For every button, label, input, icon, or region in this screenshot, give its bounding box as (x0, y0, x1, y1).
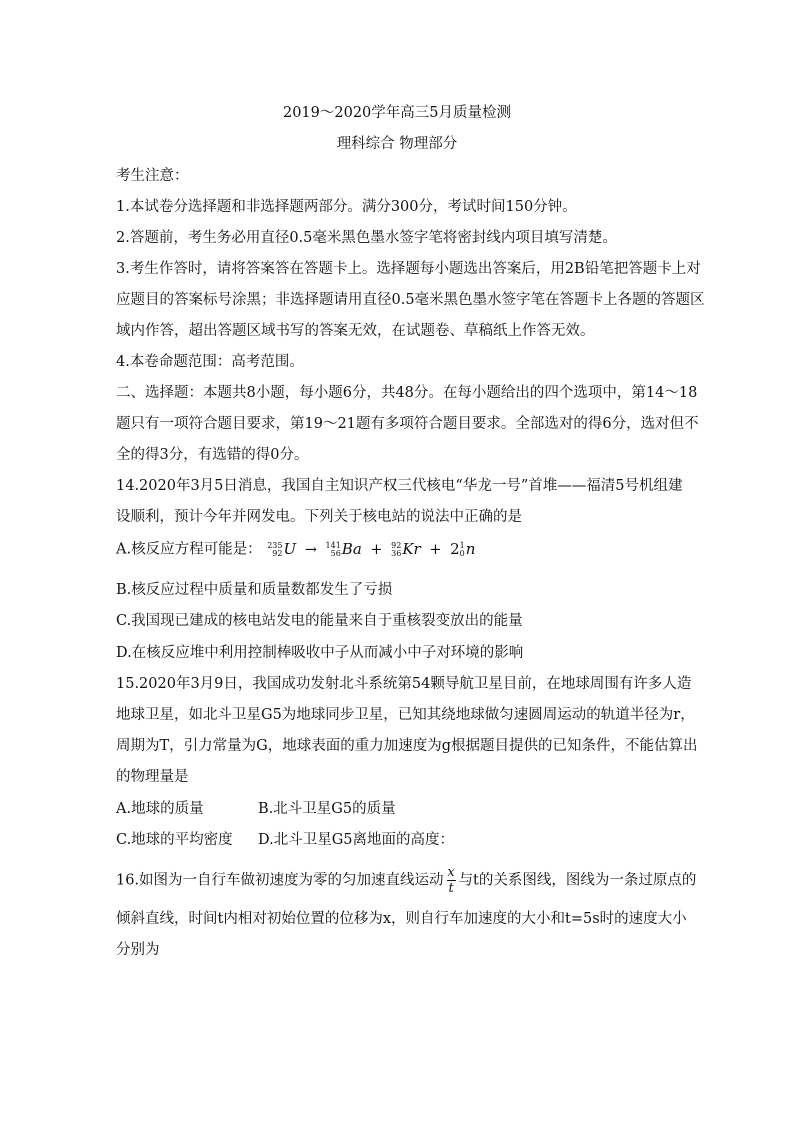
exam-subtitle: 理科综合 物理部分 (336, 136, 458, 152)
option-a-prefix: A.核反应方程可能是： (116, 541, 262, 558)
notice-item-3-line-3: 域内作答，超出答题区域书写的答案无效，在试题卷、草稿纸上作答无效。 (116, 323, 595, 339)
notice-item-1: 1.本试卷分选择题和非选择题两部分。满分300分，考试时间150分钟。 (116, 199, 577, 215)
question-14-option-a (116, 539, 476, 560)
notice-heading: 考生注意： (116, 168, 189, 184)
notice-item-3-line-1: 3.考生作答时，请将答案答在答题卡上。选择题每小题选出答案后，用2B铅笔把答题卡上对 (116, 261, 701, 277)
question-15-stem-line-4: 的物理量是 (116, 769, 189, 785)
question-14-option-b: B.核反应过程中质量和质量数都发生了亏损 (116, 582, 393, 598)
question-16-stem-line-3: 分别为 (116, 942, 160, 958)
question-14-stem-line-1: 14.2020年3月5日消息，我国自主知识产权三代核电“华龙一号”首堆——福清5号机组建 (116, 478, 683, 494)
x-over-t-fraction: $\frac{x}{t}$ (447, 865, 455, 896)
question-15-option-a: A.地球的质量 (116, 801, 204, 817)
section-instructions-line-1: 二、选择题：本题共8小题，每小题6分，共48分。在每小题给出的四个选项中，第14～18 (116, 385, 698, 401)
plus-sign-1: + (370, 542, 383, 558)
reaction-arrow: → (304, 542, 317, 558)
question-15-stem-line-3: 周期为T，引力常量为G，地球表面的重力加速度为g根据题目提供的已知条件，不能估算出 (116, 738, 698, 754)
question-15-stem-line-1: 15.2020年3月9日，我国成功发射北斗系统第54颗导航卫星目前，在地球周围有许多人造 (116, 676, 692, 692)
question-14-option-c: C.我国现已建成的核电站发电的能量来自于重核裂变放出的能量 (116, 613, 523, 629)
question-15-option-c: C.地球的平均密度 (116, 832, 233, 848)
exam-title: 2019～2020学年高三5月质量检测 (282, 105, 512, 121)
uranium-nuclide: 235 92 U (267, 540, 297, 558)
question-16-stem-line-1: 16.如图为一自行车做初速度为零的匀加速直线运动 $\frac{x}{t}$ 与t的关系图线，图线为一条过原点的 (116, 865, 697, 896)
question-15-stem-line-2: 地球卫星，如北斗卫星G5为地球同步卫星，已知其绕地球做匀速圆周运动的轨道半径为r， (116, 707, 695, 723)
plus-sign-2: + (429, 542, 442, 558)
question-16-stem-line-2: 倾斜直线，时间t内相对初始位置的位移为x，则自行车加速度的大小和t=5s时的速度大小 (116, 911, 687, 927)
section-instructions-line-2: 题只有一项符合题目要求，第19～21题有多项符合题目要求。全部选对的得6分，选对但不 (116, 416, 699, 432)
notice-item-3-line-2: 应题目的答案标号涂黑；非选择题请用直径0.5毫米黑色墨水签字笔在答题卡上各题的答题区 (116, 292, 705, 308)
barium-nuclide: 141 56 Ba (325, 540, 362, 558)
notice-item-4: 4.本卷命题范围：高考范围。 (116, 354, 304, 370)
nuclear-reaction-formula (266, 539, 476, 560)
question-14-stem-line-2: 设顺利，预计今年并网发电。下列关于核电站的说法中正确的是 (116, 509, 522, 525)
krypton-nuclide: 92 36 Kr (391, 540, 421, 558)
neutron-term: 2 1 0 n (450, 540, 476, 558)
question-15-option-b: B.北斗卫星G5的质量 (258, 801, 396, 817)
question-15-option-d: D.北斗卫星G5离地面的高度： (258, 832, 455, 848)
question-14-option-d: D.在核反应堆中利用控制棒吸收中子从而减小中子对环境的影响 (116, 645, 524, 661)
notice-item-2: 2.答题前，考生务必用直径0.5毫米黑色墨水签字笔将密封线内项目填写清楚。 (116, 230, 617, 246)
section-instructions-line-3: 全的得3分，有选错的得0分。 (116, 447, 309, 463)
